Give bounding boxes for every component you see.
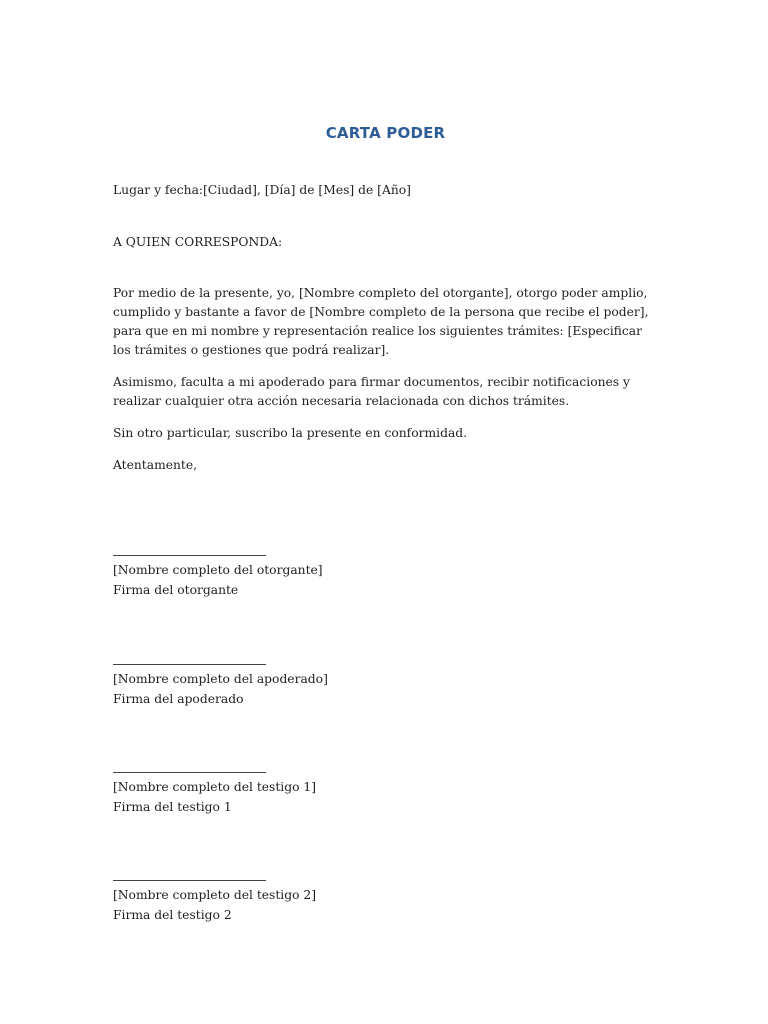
signature-block-witness-1 — [113, 772, 413, 817]
place-and-date — [113, 180, 411, 200]
date-value: [Ciudad], [Día] de [Mes] de [Año] — [203, 183, 411, 197]
signature-name: [Nombre completo del apoderado] — [113, 672, 328, 686]
document-title: CARTA PODER — [325, 124, 446, 142]
signature-role: Firma del testigo 2 — [113, 908, 232, 922]
paragraph-conformity: Sin otro particular, suscribo la presente en conformidad. — [113, 426, 468, 440]
signature-name: [Nombre completo del otorgante] — [113, 563, 323, 577]
paragraph-powers: Asimismo, faculta a mi apoderado para firmar documentos, recibir notificaciones y realizar cualquier otra acción necesaria relacionada con dichos trámites. — [113, 375, 630, 408]
signature-block-grantor — [113, 555, 413, 600]
signature-name: [Nombre completo del testigo 1] — [113, 780, 317, 794]
signature-line — [113, 772, 266, 773]
signature-line — [113, 555, 266, 556]
closing: Atentamente, — [113, 458, 198, 472]
signature-role: Firma del otorgante — [113, 583, 239, 597]
signature-block-attorney — [113, 664, 413, 709]
salutation: A QUIEN CORRESPONDA: — [113, 235, 283, 249]
date-label: Lugar y fecha: — [113, 183, 204, 197]
signature-block-witness-2 — [113, 880, 413, 925]
signature-line — [113, 880, 266, 881]
signature-role: Firma del testigo 1 — [113, 800, 232, 814]
paragraph-grant-of-power: Por medio de la presente, yo, [Nombre completo del otorgante], otorgo poder amplio, cumplido y bastante a favor de [Nombre completo de la persona que recibe el poder], para que en mi nombre y representación realice los siguientes trámites: [Especificar los trámites o gestiones que podrá realizar]. — [113, 286, 649, 357]
signature-line — [113, 664, 266, 665]
signature-role: Firma del apoderado — [113, 692, 244, 706]
signature-name: [Nombre completo del testigo 2] — [113, 888, 317, 902]
